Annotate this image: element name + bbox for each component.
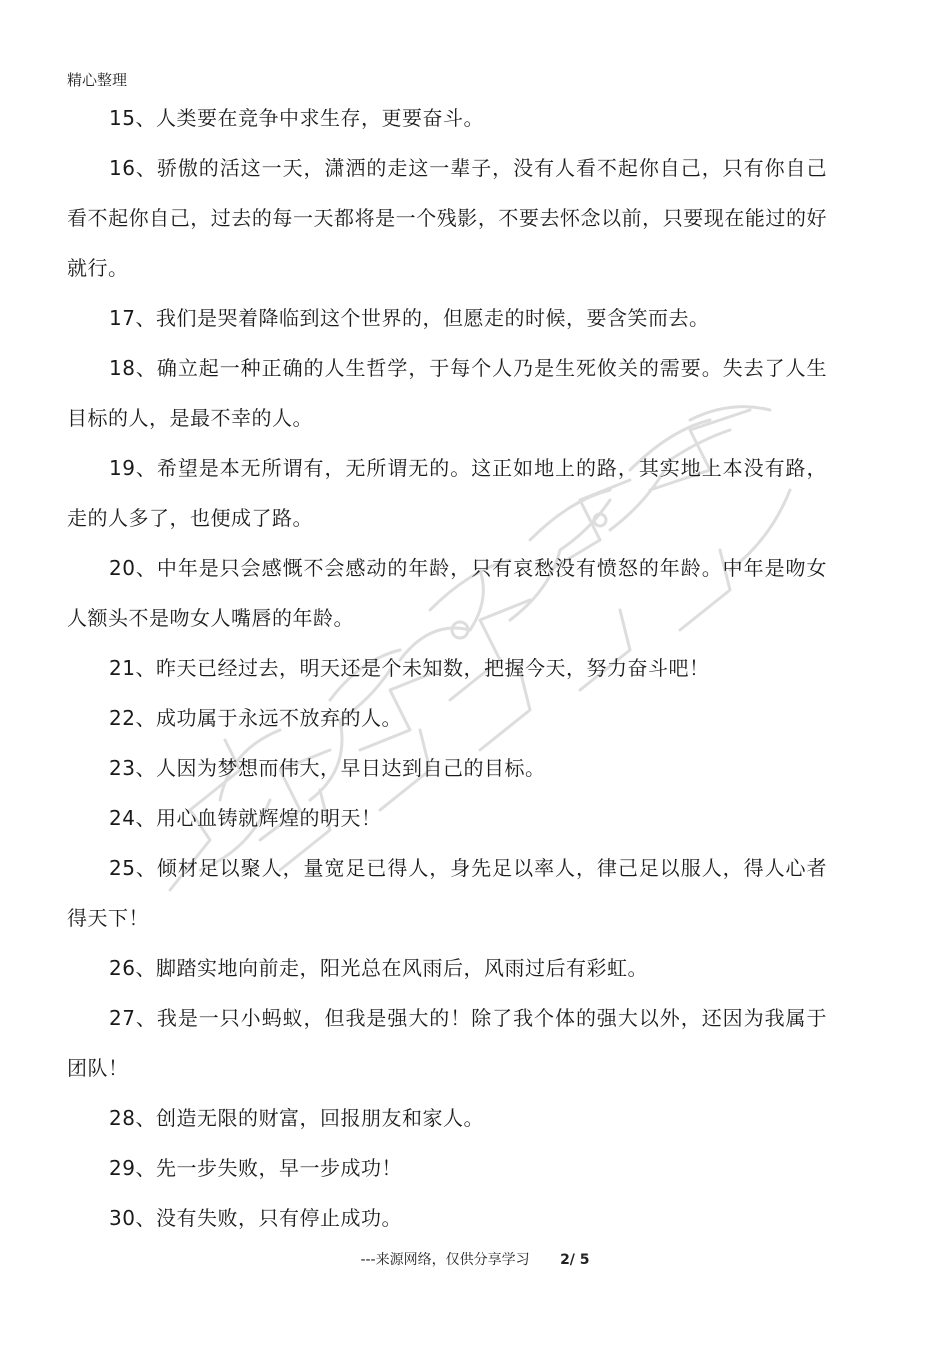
quote-15: 15、人类要在竞争中求生存，更要奋斗。 [109, 106, 484, 130]
quote-24: 24、用心血铸就辉煌的明天！ [109, 806, 382, 830]
quote-26: 26、脚踏实地向前走，阳光总在风雨后，风雨过后有彩虹。 [109, 956, 648, 980]
quote-25: 25、倾材足以聚人，量宽足已得人，身先足以率人，律己足以服人，得人心者得天下！ [67, 856, 827, 930]
page-number: 2/ 5 [560, 1252, 590, 1268]
page-header: 精心整理 [67, 71, 128, 89]
quote-27: 27、我是一只小蚂蚁，但我是强大的！除了我个体的强大以外，还因为我属于团队！ [67, 1006, 827, 1080]
quote-21: 21、昨天已经过去，明天还是个未知数，把握今天，努力奋斗吧！ [109, 656, 710, 680]
quote-28: 28、创造无限的财富，回报朋友和家人。 [109, 1106, 484, 1130]
quote-22: 22、成功属于永远不放弃的人。 [109, 706, 402, 730]
quote-29: 29、先一步失败，早一步成功！ [109, 1156, 402, 1180]
quote-18: 18、确立起一种正确的人生哲学，于每个人乃是生死攸关的需要。失去了人生目标的人，是最不幸的人。 [67, 356, 827, 430]
quote-19: 19、希望是本无所谓有，无所谓无的。这正如地上的路，其实地上本没有路，走的人多了，也便成了路。 [67, 456, 827, 530]
quote-list [67, 93, 827, 1243]
quote-23: 23、人因为梦想而伟大，早日达到自己的目标。 [109, 756, 546, 780]
quote-30: 30、没有失败，只有停止成功。 [109, 1206, 402, 1230]
quote-17: 17、我们是哭着降临到这个世界的，但愿走的时候，要含笑而去。 [109, 306, 710, 330]
quote-16: 16、骄傲的活这一天，潇洒的走这一辈子，没有人看不起你自己，只有你自己看不起你自己，过去的每一天都将是一个残影，不要去怀念以前，只要现在能过的好就行。 [67, 156, 827, 280]
footer-source: ---来源网络，仅供分享学习 [360, 1252, 530, 1268]
quote-20: 20、中年是只会感慨不会感动的年龄，只有哀愁没有愤怒的年龄。中年是吻女人额头不是吻女人嘴唇的年龄。 [67, 556, 827, 630]
page-footer [0, 1250, 950, 1270]
